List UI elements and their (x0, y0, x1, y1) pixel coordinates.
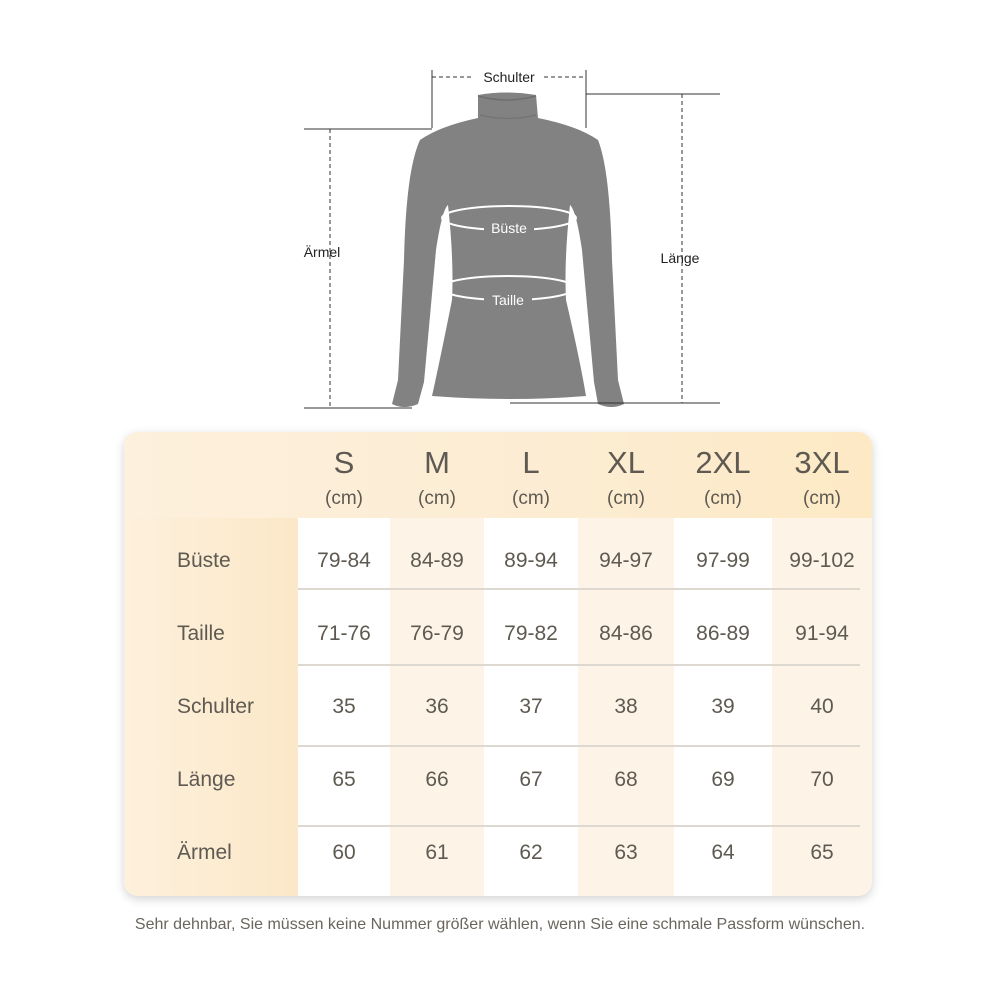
row-label-bust: Büste (177, 549, 231, 572)
size-name: 3XL (794, 445, 850, 480)
size-name: S (333, 445, 355, 480)
size-unit: (cm) (325, 488, 363, 509)
bust-label: Büste (491, 220, 527, 236)
row-label-length: Länge (177, 768, 236, 791)
size-header-s (298, 432, 390, 518)
size-name: L (522, 445, 540, 480)
table-cell: 69 (711, 768, 735, 791)
size-name: 2XL (695, 445, 751, 480)
size-header-l (484, 432, 578, 518)
table-cell: 94-97 (599, 549, 653, 572)
table-cell: 68 (614, 768, 638, 791)
table-cell: 97-99 (696, 549, 750, 572)
row-divider (298, 745, 860, 747)
row-label-sleeve: Ärmel (177, 841, 232, 864)
size-unit: (cm) (704, 488, 742, 509)
table-cell: 64 (711, 841, 735, 864)
garment-measurement-diagram (0, 0, 1000, 420)
size-header-xl (578, 432, 674, 518)
size-unit: (cm) (803, 488, 841, 509)
sleeve-label: Ärmel (303, 244, 341, 260)
row-label-shoulder: Schulter (177, 695, 255, 718)
table-cell: 67 (519, 768, 543, 791)
row-divider (298, 664, 860, 666)
table-cell: 60 (332, 841, 356, 864)
table-cell: 62 (519, 841, 543, 864)
table-cell: 79-82 (504, 622, 558, 645)
table-cell: 65 (810, 841, 834, 864)
waist-label: Taille (492, 292, 524, 308)
row-divider (298, 825, 860, 827)
table-cell: 84-89 (410, 549, 464, 572)
table-cell: 70 (810, 768, 834, 791)
row-label-waist: Taille (177, 622, 225, 645)
table-cell: 61 (425, 841, 449, 864)
table-cell: 37 (519, 695, 543, 718)
size-unit: (cm) (607, 488, 645, 509)
size-header-3xl (772, 432, 872, 518)
table-cell: 65 (332, 768, 356, 791)
size-header-2xl (674, 432, 772, 518)
size-name: XL (607, 445, 645, 480)
fit-note: Sehr dehnbar, Sie müssen keine Nummer größer wählen, wenn Sie eine schmale Passform wünschen. (134, 916, 866, 933)
table-cell: 99-102 (789, 549, 855, 572)
size-unit: (cm) (418, 488, 456, 509)
table-cell: 84-86 (599, 622, 653, 645)
table-cell: 39 (711, 695, 735, 718)
size-header-m (390, 432, 484, 518)
length-label: Länge (660, 250, 700, 266)
size-unit: (cm) (512, 488, 550, 509)
table-cell: 71-76 (317, 622, 371, 645)
table-cell: 40 (810, 695, 834, 718)
table-cell: 63 (614, 841, 638, 864)
table-cell: 66 (425, 768, 449, 791)
table-cell: 36 (425, 695, 449, 718)
turtleneck-shirt-illustration (392, 93, 624, 408)
table-cell: 35 (332, 695, 356, 718)
table-cell: 91-94 (795, 622, 849, 645)
table-cell: 76-79 (410, 622, 464, 645)
size-name: M (424, 445, 450, 480)
table-cell: 38 (614, 695, 638, 718)
table-cell: 86-89 (696, 622, 750, 645)
table-cell: 79-84 (317, 549, 371, 572)
row-divider (298, 588, 860, 590)
shoulder-label: Schulter (483, 69, 535, 85)
size-chart-table (124, 432, 872, 896)
table-cell: 89-94 (504, 549, 558, 572)
